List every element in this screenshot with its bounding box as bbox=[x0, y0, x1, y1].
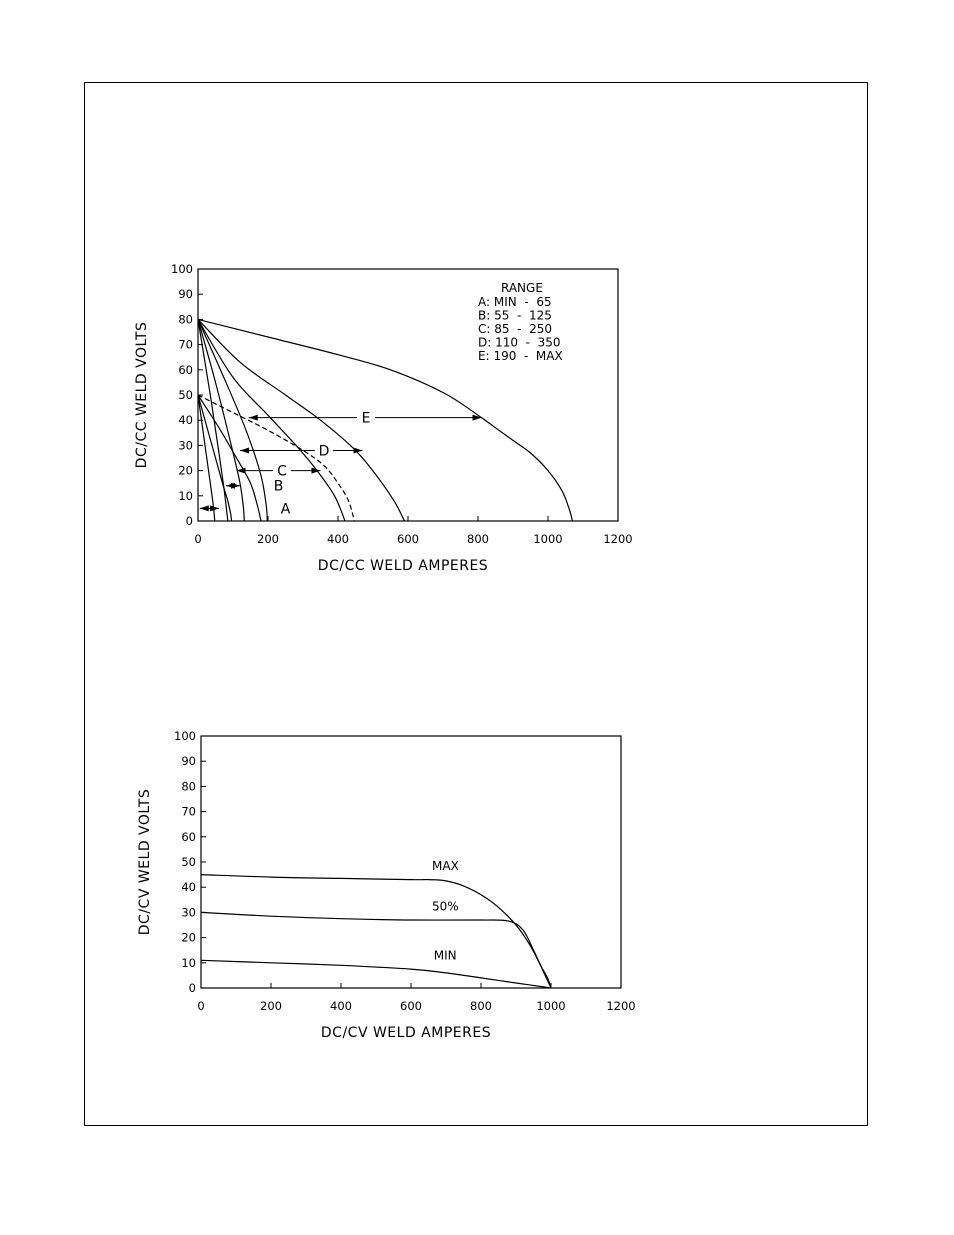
chart1-ytick-label: 20 bbox=[178, 463, 193, 478]
chart1-ytick-label: 70 bbox=[178, 337, 193, 352]
chart2-ytick-label: 80 bbox=[181, 779, 196, 794]
legend-entry: C: 85 - 250 bbox=[478, 322, 552, 336]
chart1-ytick-label: 80 bbox=[178, 312, 193, 327]
chart2-x-axis-label: DC/CV WELD AMPERES bbox=[320, 1025, 492, 1041]
chart1-xtick-label: 400 bbox=[327, 532, 349, 546]
chart2-ytick-label: 50 bbox=[181, 855, 196, 869]
range-label-e: E bbox=[361, 410, 371, 427]
chart1-y-axis-label: DC/CC WELD VOLTS bbox=[134, 321, 150, 469]
chart1-ytick-label: 30 bbox=[178, 438, 193, 453]
chart2-ytick-label: 60 bbox=[181, 829, 196, 844]
curve-label-50pct: 50% bbox=[432, 899, 459, 914]
chart1-xtick-label: 0 bbox=[194, 532, 202, 546]
legend-entry: A: MIN - 65 bbox=[478, 295, 552, 309]
chart1-ytick-label: 10 bbox=[178, 488, 193, 503]
chart1-xtick-label: 600 bbox=[397, 532, 419, 546]
chart2-ytick-label: 70 bbox=[181, 804, 196, 819]
chart1-ytick-label: 100 bbox=[171, 262, 193, 276]
chart2-ytick-label: 0 bbox=[188, 981, 196, 995]
range-label-c: C bbox=[277, 463, 287, 480]
chart2-series-line-min bbox=[201, 960, 551, 988]
chart2-series-line-max bbox=[201, 875, 551, 988]
chart2-xtick-label: 1200 bbox=[606, 999, 636, 1013]
chart1-ytick-label: 40 bbox=[178, 413, 193, 428]
legend-title: RANGE bbox=[501, 281, 543, 295]
range-label-a: A bbox=[280, 501, 291, 518]
chart2-ytick-label: 100 bbox=[174, 729, 196, 743]
chart1-x-axis-label: DC/CC WELD AMPERES bbox=[317, 558, 489, 574]
chart2-xtick-label: 600 bbox=[400, 999, 422, 1013]
chart2-xtick-label: 400 bbox=[330, 999, 352, 1013]
legend-entry: E: 190 - MAX bbox=[478, 349, 563, 363]
legend-entry: D: 110 - 350 bbox=[478, 335, 561, 350]
range-label-d: D bbox=[318, 443, 330, 460]
chart1-ytick-label: 50 bbox=[178, 388, 193, 402]
chart1-ytick-label: 0 bbox=[185, 514, 193, 528]
chart2-ytick-label: 30 bbox=[181, 905, 196, 920]
chart1-xtick-label: 800 bbox=[467, 532, 489, 546]
curve-label-max: MAX bbox=[432, 859, 459, 874]
chart1-xtick-label: 1200 bbox=[603, 532, 633, 546]
chart2-ytick-label: 10 bbox=[181, 955, 196, 970]
chart2-y-axis-label: DC/CV WELD VOLTS bbox=[137, 788, 153, 936]
chart2-xtick-label: 1000 bbox=[536, 999, 566, 1013]
chart2-plot-area bbox=[201, 736, 621, 988]
range-label-b: B bbox=[273, 478, 284, 495]
chart2-ytick-label: 20 bbox=[181, 930, 196, 945]
chart2-xtick-label: 800 bbox=[470, 999, 492, 1013]
chart2-ytick-label: 40 bbox=[181, 880, 196, 895]
chart1-ytick-label: 90 bbox=[178, 287, 193, 302]
chart2-xtick-label: 0 bbox=[197, 999, 205, 1013]
chart1-ytick-label: 60 bbox=[178, 362, 193, 377]
chart1-xtick-label: 1000 bbox=[533, 532, 563, 546]
chart2-xtick-label: 200 bbox=[260, 999, 282, 1013]
chart1-xtick-label: 200 bbox=[257, 532, 279, 546]
chart2-series-line-50pct bbox=[201, 912, 551, 988]
legend-entry: B: 55 - 125 bbox=[478, 308, 552, 323]
chart2-ytick-label: 90 bbox=[181, 754, 196, 769]
curve-label-min: MIN bbox=[433, 948, 457, 963]
